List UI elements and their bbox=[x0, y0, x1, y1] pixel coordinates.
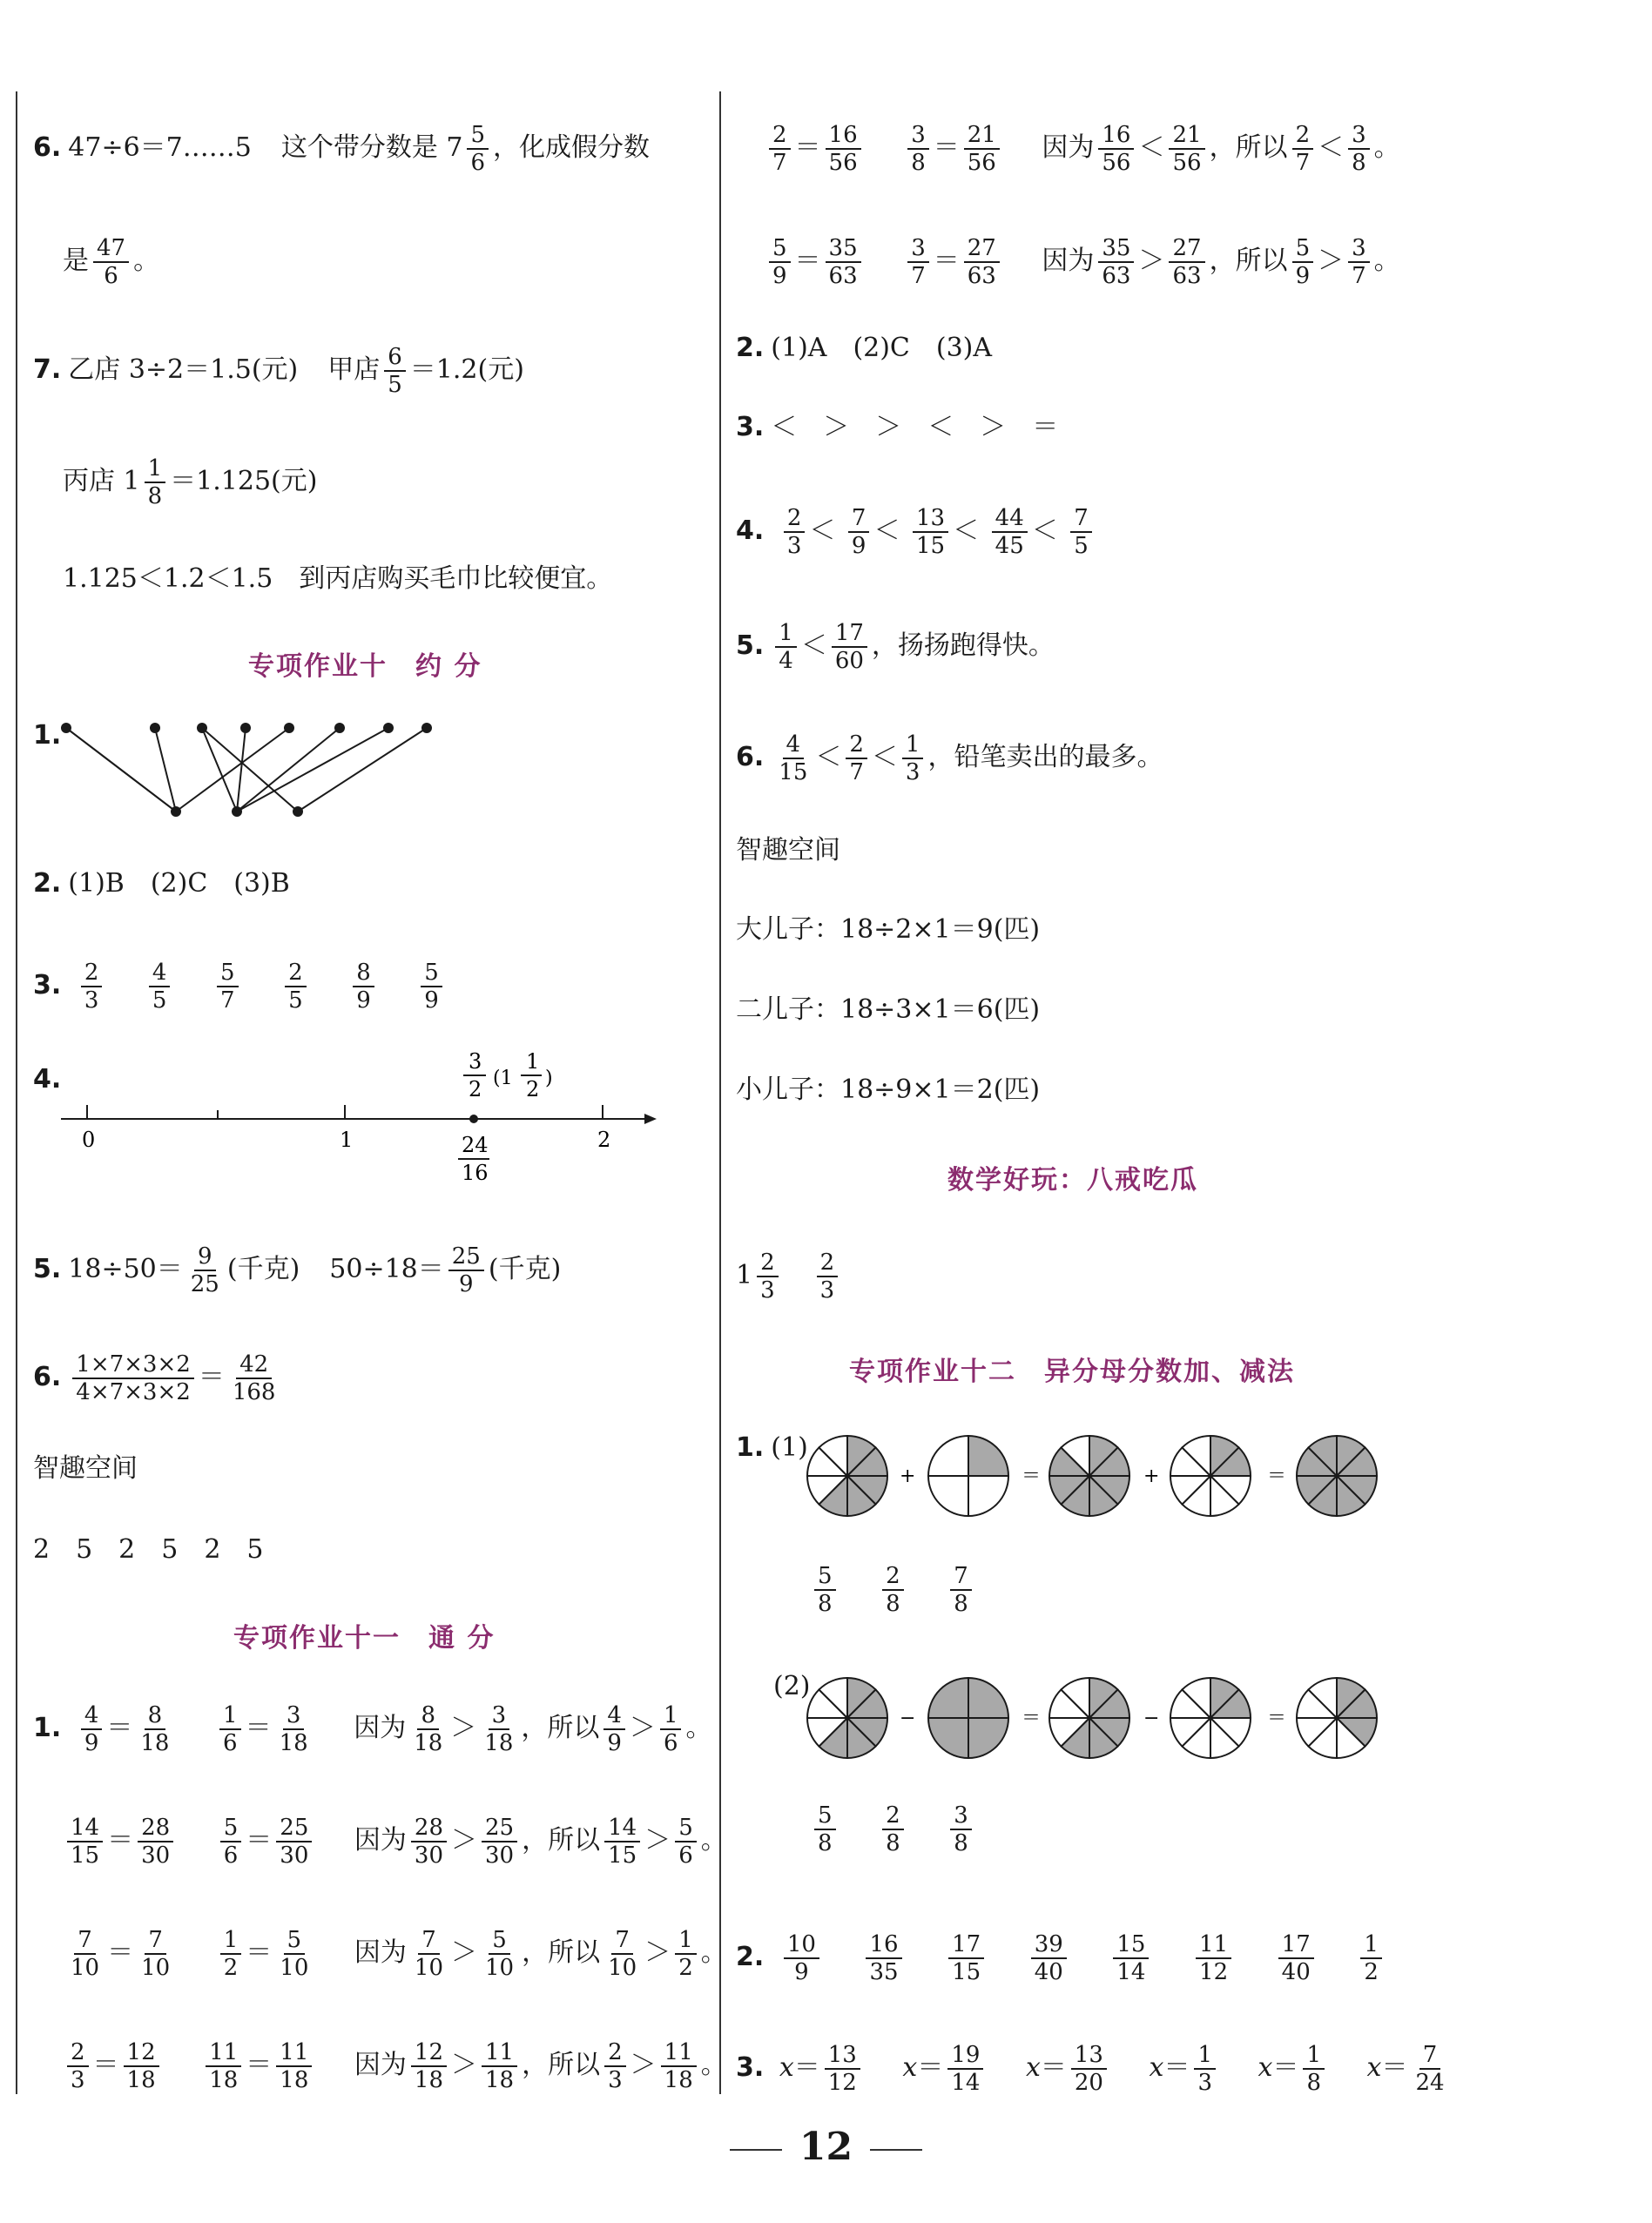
tick-label-2: 2 bbox=[597, 1128, 611, 1152]
section-title-fun: 数学好玩：八戒吃瓜 bbox=[947, 1165, 1198, 1196]
fraction: $\frac{1}{8}$ bbox=[145, 455, 166, 509]
number-line bbox=[52, 1049, 662, 1189]
right-s12-q1-ans2: $\frac{5}{8}$ $\frac{2}{8}$ $\frac{3}{8}$ bbox=[810, 1802, 976, 1856]
fraction-circle bbox=[1297, 1678, 1377, 1758]
circle-sector bbox=[968, 1476, 1008, 1516]
tick-label-0: 0 bbox=[82, 1128, 96, 1152]
section-title-10: 专项作业十 约 分 bbox=[248, 651, 482, 682]
right-q5: 5. $\frac{1}{4}$ ＜ $\frac{17}{60}$ ，扬扬跑得快。 bbox=[736, 620, 1055, 674]
left-q6-line2: 是 $\frac{47}{6}$ 。 bbox=[63, 235, 160, 289]
fraction: $\frac{6}{5}$ bbox=[384, 344, 406, 398]
left-s11-row1: 1. $\frac{4}{9}$ ＝ $\frac{8}{18}$ $\frac{1}{6}$ ＝ $\frac{3}{18}$ 因为 $\frac{8}{18}$ ＞ $\frac{3}{18}$ ，所以 $\frac{4}{9}$ ＞ $\frac{1}{6}$ 。 bbox=[33, 1702, 712, 1756]
fraction-circle bbox=[807, 1678, 887, 1758]
plus-sign: + bbox=[900, 1465, 916, 1487]
matching-diagram bbox=[52, 714, 453, 827]
page-number: 12 bbox=[0, 2125, 1652, 2169]
right-zhiqu-line1: 大儿子：18÷2×1＝9(匹) bbox=[736, 914, 1041, 945]
fraction-circle bbox=[928, 1678, 1008, 1758]
top-mixed-open: (1 bbox=[493, 1068, 513, 1089]
circle-diagram-subtraction bbox=[806, 1670, 1389, 1766]
circle-diagram-addition bbox=[806, 1428, 1389, 1524]
fraction-circle bbox=[1297, 1436, 1377, 1516]
right-q3: 3. ＜ ＞ ＞ ＜ ＞ ＝ bbox=[736, 412, 1059, 442]
left-s10-q3: 3. $\frac{2}{3}$ $\frac{4}{5}$ $\frac{5}{7}$ $\frac{2}{5}$ $\frac{8}{9}$ $\frac{5}{9}$ bbox=[33, 960, 447, 1014]
minus-sign: − bbox=[1143, 1708, 1160, 1729]
circle-sector bbox=[968, 1718, 1008, 1758]
circle-sector bbox=[928, 1718, 968, 1758]
fraction: $\frac{8}{9}$ bbox=[353, 960, 374, 1014]
right-q6: 6. $\frac{4}{15}$ ＜ $\frac{2}{7}$ ＜ $\frac{1}{3}$ ，铅笔卖出的最多。 bbox=[736, 731, 1163, 785]
section-title-11: 专项作业十一 通 分 bbox=[233, 1623, 496, 1654]
fraction-circle bbox=[1170, 1678, 1251, 1758]
fraction: $\frac{47}{6}$ bbox=[93, 235, 129, 289]
column-divider bbox=[719, 91, 721, 2094]
top-mixed-num: 1 bbox=[526, 1049, 540, 1074]
right-s12-q1-ans1: $\frac{5}{8}$ $\frac{2}{8}$ $\frac{7}{8}$ bbox=[810, 1563, 976, 1617]
right-q4: 4. $\frac{2}{3}$ ＜ $\frac{7}{9}$ ＜ $\frac{13}{15}$ ＜ $\frac{44}{45}$ ＜ $\frac{7}{5}$ bbox=[736, 505, 1096, 559]
top-fraction-den: 2 bbox=[469, 1077, 482, 1101]
section-title-12: 专项作业十二 异分母分数加、减法 bbox=[849, 1357, 1295, 1387]
left-q7-line3: 1.125＜1.2＜1.5 到丙店购买毛巾比较便宜。 bbox=[63, 563, 613, 594]
fraction-circle bbox=[807, 1436, 887, 1516]
left-s10-q5: 5. 18÷50＝ $\frac{9}{25}$ (千克) 50÷18＝ $\frac{25}{9}$ (千克) bbox=[33, 1243, 562, 1297]
minus-sign: − bbox=[900, 1708, 916, 1729]
left-q6-line1: 6. 47÷6＝7……5 这个带分数是 7 $\frac{5}{6}$ ，化成假分数 bbox=[33, 122, 651, 176]
circle-sector bbox=[968, 1436, 1008, 1476]
equals-sign: ＝ bbox=[1022, 1708, 1042, 1729]
top-mixed-den: 2 bbox=[526, 1077, 540, 1101]
left-zhiqu-title: 智趣空间 bbox=[33, 1453, 138, 1484]
right-s12-q3: 3. x＝ $\frac{13}{12}$ x＝ $\frac{19}{14}$ x＝ $\frac{13}{20}$ x＝ $\frac{1}{3}$ x＝ $\frac{1}{8}$ x＝ $\frac{7}{24}$ bbox=[736, 2042, 1445, 2096]
right-row2: $\frac{5}{9}$ ＝ $\frac{35}{63}$ $\frac{3}{7}$ ＝ $\frac{27}{63}$ 因为 $\frac{35}{63}$ ＞ $\frac{27}{63}$ ，所以 $\frac{5}{9}$ ＞ $\frac{3}{7}$ 。 bbox=[765, 235, 1400, 289]
right-s12-q2: 2. $\frac{10}{9}$ $\frac{16}{35}$ $\frac{17}{15}$ $\frac{39}{40}$ $\frac{15}{14}$ $\frac{11}{12}$ $\frac{17}{40}$ $\frac{1}{2}$ bbox=[736, 1931, 1386, 1985]
right-s12-q1-label: 1. (1) bbox=[736, 1432, 808, 1463]
left-q7-line1: 7. 乙店 3÷2＝1.5(元) 甲店 $\frac{6}{5}$ ＝1.2(元) bbox=[33, 344, 524, 398]
fraction: $\frac{5}{9}$ bbox=[421, 960, 442, 1014]
left-q7-line2: 丙店 1 $\frac{1}{8}$ ＝1.125(元) bbox=[63, 455, 318, 509]
left-s10-q2: 2. (1)B (2)C (3)B bbox=[33, 868, 290, 899]
right-zhiqu-title: 智趣空间 bbox=[736, 835, 840, 866]
left-s10-q6: 6. $\frac{1\times 7\times 3\times 2}{4\times 7\times 3\times 2}$ ＝ $\frac{42}{168}$ bbox=[33, 1351, 283, 1405]
right-fun-answer: 1 $\frac{2}{3}$ $\frac{2}{3}$ bbox=[736, 1250, 842, 1303]
fraction: $\frac{25}{9}$ bbox=[448, 1243, 484, 1297]
fraction: $\frac{42}{168}$ bbox=[232, 1351, 276, 1405]
top-fraction-num: 3 bbox=[469, 1049, 482, 1074]
right-row1: $\frac{2}{7}$ ＝ $\frac{16}{56}$ $\frac{3}{8}$ ＝ $\frac{21}{56}$ 因为 $\frac{16}{56}$ ＜ $\frac{21}{56}$ ，所以 $\frac{2}{7}$ ＜ $\frac{3}{8}$ 。 bbox=[765, 122, 1400, 176]
fraction: $\frac{9}{25}$ bbox=[190, 1243, 219, 1297]
right-s12-q1-label2: (2) bbox=[773, 1671, 811, 1701]
left-s11-row4: $\frac{2}{3}$ ＝ $\frac{12}{18}$ $\frac{11}{18}$ ＝ $\frac{11}{18}$ 因为 $\frac{12}{18}$ ＞ $\frac{11}{18}$ ，所以 $\frac{2}{3}$ ＞ $\frac{11}{18}$ 。 bbox=[63, 2039, 727, 2093]
fraction: $\frac{1\times 7\times 3\times 2}{4\times 7\times 3\times 2}$ bbox=[72, 1351, 194, 1405]
fraction-circle bbox=[928, 1436, 1008, 1516]
left-zhiqu-answer: 2 5 2 5 2 5 bbox=[33, 1534, 264, 1565]
top-mixed-close: ) bbox=[545, 1068, 553, 1089]
fraction-circle bbox=[1049, 1678, 1129, 1758]
bottom-fraction-num: 24 bbox=[462, 1133, 489, 1157]
fraction: $\frac{2}{3}$ bbox=[81, 960, 103, 1014]
tick-label-1: 1 bbox=[340, 1128, 354, 1152]
right-q2: 2. (1)A (2)C (3)A bbox=[736, 333, 993, 363]
fraction-circle bbox=[1049, 1436, 1129, 1516]
plus-sign: + bbox=[1143, 1465, 1160, 1487]
fraction: $\frac{5}{6}$ bbox=[467, 122, 489, 176]
fraction-circle bbox=[1170, 1436, 1251, 1516]
left-s11-row2: $\frac{14}{15}$ ＝ $\frac{28}{30}$ $\frac{5}{6}$ ＝ $\frac{25}{30}$ 因为 $\frac{28}{30}$ ＞ $\frac{25}{30}$ ，所以 $\frac{14}{15}$ ＞ $\frac{5}{6}$ 。 bbox=[63, 1815, 727, 1869]
fraction: $\frac{4}{5}$ bbox=[149, 960, 171, 1014]
left-s11-row3: $\frac{7}{10}$ ＝ $\frac{7}{10}$ $\frac{1}{2}$ ＝ $\frac{5}{10}$ 因为 $\frac{7}{10}$ ＞ $\frac{5}{10}$ ，所以 $\frac{7}{10}$ ＞ $\frac{1}{2}$ 。 bbox=[71, 1927, 727, 1981]
circle-sector bbox=[968, 1678, 1008, 1718]
circle-sector bbox=[928, 1678, 968, 1718]
left-margin-rule bbox=[16, 91, 17, 2094]
fraction: $\frac{2}{5}$ bbox=[285, 960, 307, 1014]
equals-sign: ＝ bbox=[1267, 1708, 1287, 1729]
right-zhiqu-line3: 小儿子：18÷9×1＝2(匹) bbox=[736, 1074, 1041, 1105]
left-s10-q1: 1. bbox=[33, 720, 62, 751]
equals-sign: ＝ bbox=[1022, 1465, 1042, 1487]
right-zhiqu-line2: 二儿子：18÷3×1＝6(匹) bbox=[736, 994, 1041, 1025]
circle-sector bbox=[928, 1476, 968, 1516]
bottom-fraction-den: 16 bbox=[462, 1161, 489, 1185]
circle-sector bbox=[928, 1436, 968, 1476]
left-s10-q4: 4. bbox=[33, 1064, 62, 1095]
fraction: $\frac{5}{7}$ bbox=[217, 960, 239, 1014]
equals-sign: ＝ bbox=[1267, 1465, 1287, 1487]
